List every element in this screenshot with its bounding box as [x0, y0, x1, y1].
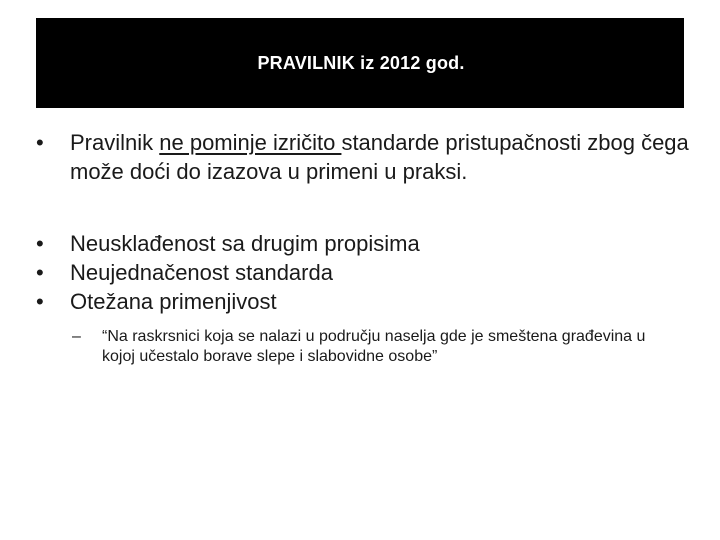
underlined-phrase: ne pominje izričito: [159, 130, 342, 155]
spacer: [36, 186, 696, 229]
bullet-text-post: standarde pristupačnosti zbog čega može doći do izazova u primeni u praksi.: [70, 130, 689, 184]
bullet-icon: •: [36, 260, 44, 285]
bullet-item-1: [36, 128, 696, 186]
bullet-text-pre: Pravilnik: [70, 130, 160, 155]
slide-content: [36, 128, 696, 367]
bullet-item-2: [36, 229, 696, 258]
bullet-icon: •: [36, 231, 44, 256]
sub-bullet-item: [72, 327, 696, 367]
bullet-text: Neusklađenost sa drugim propisima: [70, 231, 420, 256]
bullet-item-4: [36, 287, 696, 316]
bullet-icon: •: [36, 289, 44, 314]
sub-bullet-text: “Na raskrsnici koja se nalazi u području naselja gde je smeštena građevina u kojoj učestalo borave slepe i slabovidne osobe”: [102, 328, 646, 365]
bullet-item-3: [36, 258, 696, 287]
bullet-text: Neujednačenost standarda: [70, 260, 333, 285]
title-bar: [36, 18, 684, 108]
bullet-text: [70, 128, 696, 186]
bullet-icon: •: [36, 130, 44, 155]
slide-title: PRAVILNIK iz 2012 god.: [257, 52, 465, 73]
dash-icon: –: [72, 328, 81, 345]
bullet-text: Otežana primenjivost: [70, 289, 277, 314]
